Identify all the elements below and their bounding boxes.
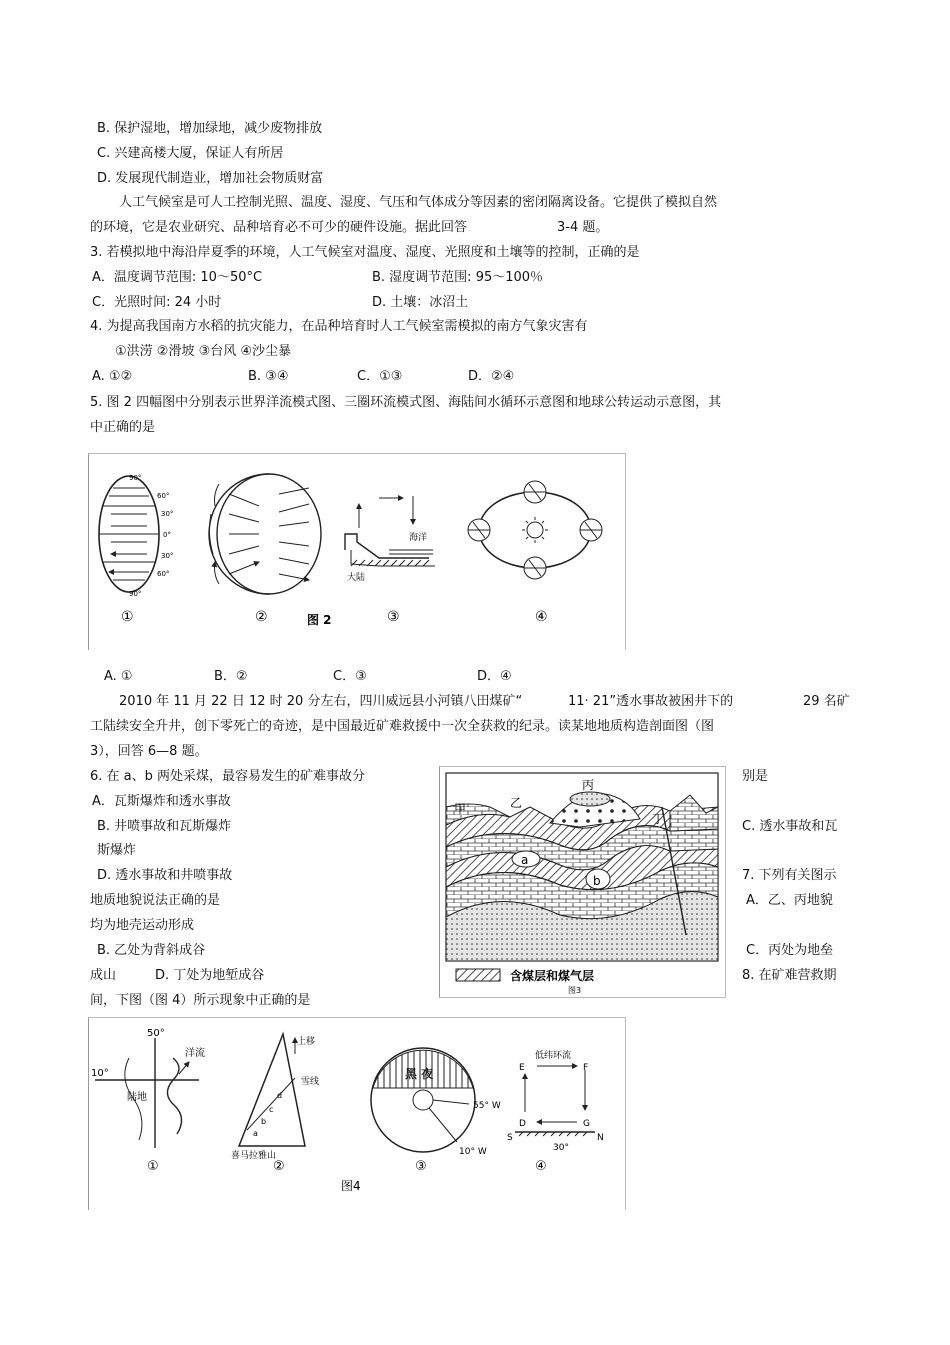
fig2-panel1-ocean-currents (99, 474, 173, 625)
fig4-p4-f: F (583, 1063, 589, 1073)
q3-option-c: C．光照时间: 24 小时 (92, 295, 222, 310)
fig4-label-3: ③ (415, 1159, 427, 1174)
figure-4 (88, 1017, 626, 1210)
q7-option-c: C．丙处为地垒 (746, 943, 834, 958)
fig4-panel4-circulation (507, 1049, 604, 1174)
q7-stem-b: 地质地貌说法正确的是 (90, 893, 221, 908)
fig4-label-2: ② (273, 1159, 285, 1174)
earth-icon-left (468, 519, 490, 541)
fig3-caption: 图3 (568, 986, 582, 995)
fig2-lat-5: 60° (157, 570, 170, 578)
fig3-legend-text: 含煤层和煤气层 (510, 969, 595, 983)
q7-option-a: A．乙、丙地貌 (746, 893, 833, 908)
fig4-caption: 图4 (341, 1179, 361, 1193)
earth-icon-bottom (524, 557, 546, 579)
fig4-p2-mountain: 喜马拉雅山 (231, 1151, 277, 1161)
fig4-p4-e: E (519, 1063, 525, 1073)
fig2-panel3-water-cycle (307, 496, 435, 627)
fig4-p4-g: G (583, 1119, 590, 1129)
figure-2 (88, 453, 626, 650)
fig4-p1-current: 洋流 (185, 1048, 205, 1059)
q8-stem-a: 8. 在矿难营救期 (742, 968, 837, 983)
fig4-p2-d: d (277, 1091, 283, 1100)
fig4-p3-lon2: 10° W (459, 1147, 487, 1157)
fig3-label-b: b (593, 874, 601, 888)
fig4-p4-n: N (597, 1133, 604, 1143)
fig2-label-3: ③ (387, 609, 400, 625)
q6-stem-a: 6. 在 a、b 两处采煤，最容易发生的矿难事故分 (90, 769, 366, 784)
fig4-panel2-snowline (231, 1034, 319, 1174)
fig2-label-1: ① (121, 609, 134, 625)
option-b: B. 保护湿地，增加绿地，减少废物排放 (97, 121, 323, 136)
q7-option-a-cont: 均为地壳运动形成 (90, 918, 195, 933)
fig3-legend-swatch (456, 969, 500, 981)
fig3-label-jia: 甲 (454, 802, 467, 816)
q7-option-d: D. 丁处为地堑成谷 (155, 968, 265, 983)
q3-stem: 3. 若模拟地中海沿岸夏季的环境，人工气候室对温度、湿度、光照度和土壤等的控制，正确的是 (90, 245, 640, 260)
fig4-panel3-daynight (341, 1048, 501, 1193)
fig4-p1-lat: 50° (147, 1028, 165, 1039)
q8-stem-b: 间，下图（图 4）所示现象中正确的是 (90, 993, 311, 1008)
fig4-p2-move: 上移 (297, 1037, 316, 1047)
fig2-lat-2: 30° (161, 510, 174, 518)
fig4-p4-s: S (507, 1133, 513, 1143)
q5-option-a: A. ① (104, 669, 133, 684)
q4-stem: 4. 为提高我国南方水稻的抗灾能力，在品种培育时人工气候室需模拟的南方气象灾害有 (90, 319, 588, 334)
q5-option-b: B．② (214, 669, 248, 684)
fig4-p4-flow: 低纬环流 (535, 1051, 572, 1061)
fig2-panel4-earth-orbit (468, 481, 602, 625)
fig2-label-2: ② (255, 609, 268, 625)
q3-option-a: A．温度调节范围: 10～50°C (92, 270, 263, 285)
passage2-line2: 工陆续安全升井，创下零死亡的奇迹，是中国最近矿难救援中一次全获救的纪录。读某地地质构造剖面图（图 (90, 719, 715, 734)
q4-items: ①洪涝 ②滑坡 ③台风 ④沙尘暴 (115, 344, 292, 359)
option-d: D. 发展现代制造业，增加社会物质财富 (97, 171, 324, 186)
q5-option-d: D．④ (477, 669, 512, 684)
q7-option-c-cont: 成山 (90, 968, 117, 983)
option-c: C. 兴建高楼大厦，保证人有所居 (97, 146, 284, 161)
passage1-line2a: 的环境，它是农业研究、品种培育必不可少的硬件设施。据此回答 (90, 220, 468, 235)
q6-option-b: B. 井喷事故和瓦斯爆炸 (97, 819, 232, 834)
q4-option-b: B. ③④ (248, 369, 289, 384)
fig4-label-1: ① (147, 1159, 159, 1174)
fig2-lat-0: 90° (129, 474, 142, 482)
q6-stem-b: 别是 (742, 769, 769, 784)
fig2-land-label: 大陆 (347, 573, 366, 583)
q5-stem-line2: 中正确的是 (90, 420, 156, 435)
fig3-label-bing: 丙 (582, 778, 595, 792)
q3-option-d: D. 土壤：冰沼土 (372, 295, 469, 310)
q6-option-a: A．瓦斯爆炸和透水事故 (92, 794, 231, 809)
fig4-p2-a: a (253, 1129, 258, 1138)
fig4-p3-lon1: 55° W (473, 1101, 501, 1111)
q6-option-d: D. 透水事故和井喷事故 (97, 868, 233, 883)
figure-3 (439, 766, 726, 998)
fig2-caption: 图 2 (307, 613, 332, 627)
passage1-line1: 人工气候室是可人工控制光照、温度、湿度、气压和气体成分等因素的密闭隔离设备。它提供了模拟自然 (119, 195, 718, 210)
fig4-p3-night: 黑 夜 (405, 1067, 434, 1081)
fig2-lat-1: 60° (157, 492, 170, 500)
earth-icon-right (580, 519, 602, 541)
fig2-lat-4: 30° (161, 552, 174, 560)
q7-stem-a: 7. 下列有关图示 (742, 868, 837, 883)
fig2-label-4: ④ (535, 609, 548, 625)
q3-option-b: B. 湿度调节范围: 95～100％ (372, 270, 544, 285)
fig2-ocean-label: 海洋 (409, 533, 428, 543)
earth-icon-top (524, 481, 546, 503)
fig4-p1-land: 陆地 (127, 1092, 147, 1103)
fig2-panel2-circulation (209, 474, 321, 625)
fig4-p4-d: D (519, 1119, 526, 1129)
q4-option-a: A. ①② (92, 369, 133, 384)
passage1-line2b: 3-4 题。 (557, 220, 609, 235)
fig4-p2-c: c (269, 1105, 274, 1114)
q4-option-d: D．②④ (468, 369, 515, 384)
fig3-label-a: a (521, 853, 529, 867)
fig4-p2-snow: 雪线 (301, 1077, 320, 1087)
q6-option-c-cont: 斯爆炸 (97, 843, 137, 858)
q6-option-c: C. 透水事故和瓦 (742, 819, 838, 834)
fig4-p1-lon: 10° (91, 1068, 109, 1079)
passage2-line1a: 2010 年 11 月 22 日 12 时 20 分左右，四川威远县小河镇八田煤矿“ (119, 694, 523, 709)
fig4-label-4: ④ (535, 1159, 547, 1174)
passage2-line1b: 11· 21”透水事故被困井下的 (568, 694, 734, 709)
q7-option-b: B. 乙处为背斜成谷 (97, 943, 206, 958)
q5-stem-line1: 5. 图 2 四幅图中分别表示世界洋流模式图、三圈环流模式图、海陆间水循环示意图和地球公转运动示意图，其 (90, 395, 722, 410)
fig4-p4-lat: 30° (553, 1143, 569, 1153)
fig2-lat-3: 0° (163, 531, 171, 539)
passage2-line1c: 29 名矿 (803, 694, 850, 709)
fig4-p2-b: b (261, 1117, 267, 1126)
fig3-label-yi: 乙 (510, 796, 523, 810)
passage2-line3: 3），回答 6—8 题。 (90, 744, 208, 759)
fig3-label-ding: 丁 (652, 812, 665, 826)
fig2-lat-6: 90° (129, 590, 142, 598)
q5-option-c: C．③ (333, 669, 367, 684)
fig4-panel1-current (91, 1028, 205, 1174)
q4-option-c: C．①③ (357, 369, 403, 384)
